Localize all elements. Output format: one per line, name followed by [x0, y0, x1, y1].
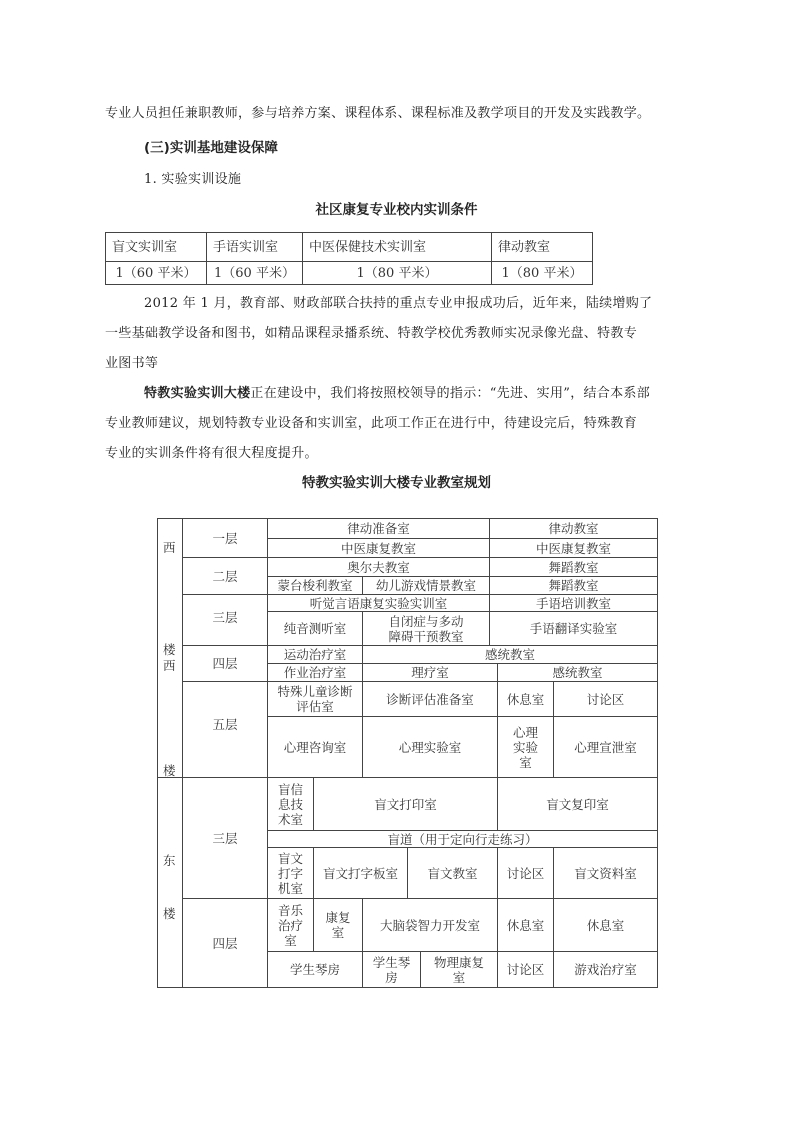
floor-label: 四层 [212, 935, 238, 951]
paragraph-line: 业图书等 [105, 356, 159, 371]
room-cell: 中医康复教室 [535, 540, 611, 556]
room-cell: 幼儿游戏情景教室 [375, 578, 476, 593]
table1-title: 社区康复专业校内实训条件 [315, 202, 478, 218]
floor-label: 三层 [212, 830, 238, 846]
paragraph-line: 一些基础教学设备和图书，如精品课程录播系统、特教学校优秀教师实况录像光盘、特教专 [105, 326, 638, 341]
table-header-cell: 中医保健技术实训室 [309, 239, 427, 255]
room-cell: 休息室 [506, 917, 545, 933]
room-cell: 心理宣泄室 [574, 739, 637, 755]
room-cell: 理疗室 [411, 665, 449, 680]
building-label-char: 东 [163, 853, 176, 868]
table-cell: 1（80 平米） [501, 265, 583, 281]
room-cell: 听觉言语康复实验实训室 [309, 595, 448, 611]
room-cell: 游戏治疗室 [574, 962, 637, 977]
room-cell: 盲文复印室 [546, 796, 609, 812]
room-cell: 讨论区 [586, 691, 625, 707]
room-cell: 特殊儿童诊断评估室 [277, 684, 353, 714]
room-cell: 纯音测听室 [283, 621, 347, 636]
floor-label: 五层 [212, 716, 238, 732]
table-cell: 1（60 平米） [115, 265, 197, 281]
room-cell: 休息室 [506, 691, 545, 707]
room-cell: 学生琴房 [289, 962, 340, 977]
room-cell: 盲道（用于定向行走练习） [387, 831, 538, 847]
paragraph-line [144, 382, 650, 401]
room-cell: 律动教室 [548, 521, 599, 536]
paragraph-line: 专业教师建议，规划特教专业设备和实训室，此项工作正在进行中，待建设完后，特殊教育 [105, 416, 638, 431]
room-cell: 学生琴房 [372, 954, 411, 985]
room-cell: 心理咨询室 [283, 739, 347, 755]
room-cell: 奥尔夫教室 [347, 559, 410, 575]
room-cell: 音乐治疗室 [277, 902, 303, 948]
room-cell: 盲文打字机室 [277, 850, 303, 896]
room-cell: 盲文资料室 [574, 865, 637, 881]
room-cell: 盲信息技术室 [277, 781, 303, 827]
paragraph-intro: 专业人员担任兼职教师，参与培养方案、课程体系、课程标准及教学项目的开发及实践教学。 [105, 106, 651, 121]
room-cell: 蒙台梭利教室 [277, 578, 353, 593]
building-label-char: 西 [163, 658, 176, 673]
building-label-char: 西 [163, 540, 176, 555]
room-cell: 手语翻译实验室 [529, 621, 618, 636]
room-cell: 盲文教室 [427, 865, 478, 881]
section-heading: (三)实训基地建设保障 [144, 140, 278, 156]
room-cell: 康复室 [325, 910, 351, 940]
room-cell: 盲文打字板室 [322, 865, 398, 881]
room-cell: 大脑袋智力开发室 [379, 917, 480, 933]
paragraph-text: 正在建设中，我们将按照校领导的指示：“先进、实用”，结合本系部 [250, 386, 650, 401]
bold-phrase: 特教实验实训大楼 [144, 386, 251, 401]
paragraph-line: 2012 年 1 月，教育部、财政部联合扶持的重点专业申报成功后，近年来，陆续增购了 [144, 296, 653, 311]
room-cell: 心理实验室 [398, 739, 462, 755]
room-cell: 感统教室 [552, 665, 603, 680]
room-cell: 舞蹈教室 [548, 578, 599, 593]
table-cell: 1（80 平米） [356, 265, 438, 281]
room-cell: 作业治疗室 [283, 665, 347, 680]
room-cell: 手语培训教室 [535, 595, 611, 611]
table-cell: 1（60 平米） [214, 265, 295, 281]
floor-label: 二层 [212, 568, 238, 584]
table2-title: 特教实验实训大楼专业教室规划 [302, 475, 491, 491]
room-cell: 自闭症与多动障碍干预教室 [388, 613, 464, 644]
floor-label: 四层 [212, 656, 238, 671]
room-cell: 舞蹈教室 [548, 559, 599, 575]
table-header-cell: 手语实训室 [213, 239, 279, 255]
room-cell: 中医康复教室 [340, 540, 416, 556]
sub-heading: 1. 实验实训设施 [144, 172, 242, 187]
paragraph-line: 专业的实训条件将有很大程度提升。 [105, 446, 318, 461]
room-cell: 运动治疗室 [283, 647, 347, 662]
room-cell: 讨论区 [506, 962, 545, 977]
room-cell: 盲文打印室 [374, 796, 437, 812]
room-cell: 心理实验室 [512, 724, 538, 770]
floor-label: 三层 [212, 610, 238, 625]
room-cell: 感统教室 [484, 647, 535, 662]
room-cell: 休息室 [586, 917, 625, 933]
building-label-char: 楼 [163, 763, 176, 778]
building-label-char: 楼 [163, 642, 176, 657]
building-label-char: 楼 [163, 906, 176, 921]
room-cell: 物理康复室 [433, 954, 484, 985]
table-header-cell: 律动教室 [498, 239, 551, 255]
floor-label: 一层 [212, 530, 238, 546]
room-cell: 讨论区 [506, 865, 545, 881]
table-header-cell: 盲文实训室 [112, 239, 178, 255]
room-cell: 诊断评估准备室 [386, 691, 474, 707]
room-cell: 律动准备室 [347, 521, 410, 536]
